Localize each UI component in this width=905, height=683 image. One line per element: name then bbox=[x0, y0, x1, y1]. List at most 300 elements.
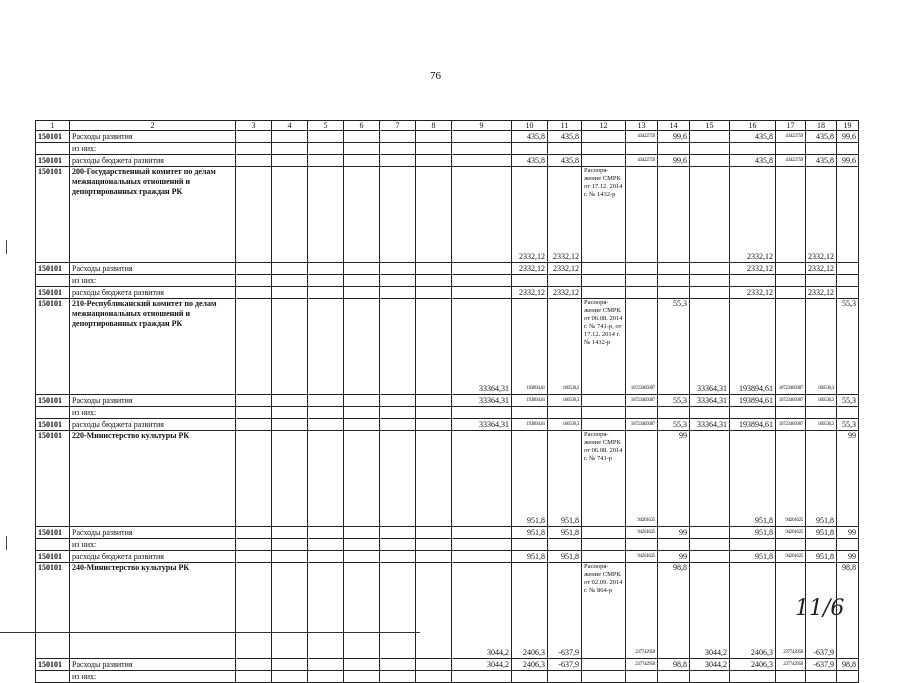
value-cell-c11: 951,8 bbox=[548, 551, 582, 563]
empty-cell bbox=[308, 527, 344, 539]
value-cell-c11: 951,8 bbox=[548, 431, 582, 527]
empty-cell bbox=[416, 167, 452, 263]
empty-cell bbox=[344, 407, 380, 419]
value-cell-c15: 3044,2 bbox=[690, 563, 730, 659]
empty-cell bbox=[512, 539, 548, 551]
value-cell-c9 bbox=[452, 131, 512, 143]
value-cell-c18: 2332,12 bbox=[806, 167, 837, 263]
value-cell-c9 bbox=[452, 167, 512, 263]
value-cell-c16: 193894,61 bbox=[730, 299, 776, 395]
table-row bbox=[36, 659, 859, 671]
value-cell-c18: 2332,12 bbox=[806, 287, 837, 299]
value-cell-c15 bbox=[690, 131, 730, 143]
empty-cell bbox=[308, 167, 344, 263]
value-cell-c11: 2332,12 bbox=[548, 263, 582, 275]
empty-cell bbox=[308, 395, 344, 407]
empty-cell bbox=[272, 419, 308, 431]
value-cell-c19: 55,3 bbox=[837, 395, 859, 407]
empty-cell bbox=[236, 395, 272, 407]
empty-cell bbox=[730, 671, 776, 683]
value-cell-c16: 951,8 bbox=[730, 527, 776, 539]
empty-cell bbox=[416, 551, 452, 563]
subheader-row bbox=[36, 539, 859, 551]
empty-cell bbox=[344, 671, 380, 683]
name-cell: из них: bbox=[70, 275, 236, 287]
empty-cell bbox=[658, 407, 690, 419]
header-cell: 14 bbox=[658, 121, 690, 131]
value-cell-c11: -637,9 bbox=[548, 659, 582, 671]
margin-mark bbox=[6, 536, 7, 550]
value-cell-c18: 435,8 bbox=[806, 155, 837, 167]
footer-rule bbox=[0, 632, 420, 633]
code-cell: 150101 bbox=[36, 131, 70, 143]
empty-cell bbox=[308, 671, 344, 683]
empty-cell bbox=[272, 659, 308, 671]
name-cell: 200-Государственный комитет по делам межнациональных отношений и депортированных граждан РК bbox=[70, 167, 236, 263]
empty-cell bbox=[582, 143, 626, 155]
budget-table bbox=[35, 120, 859, 683]
empty-cell bbox=[548, 275, 582, 287]
value-cell-c18: -637,9 bbox=[806, 563, 837, 659]
value-cell-c16: 2332,12 bbox=[730, 263, 776, 275]
header-cell: 6 bbox=[344, 121, 380, 131]
value-cell-c17 bbox=[776, 287, 806, 299]
empty-cell bbox=[512, 143, 548, 155]
empty-cell bbox=[272, 155, 308, 167]
value-cell-c13: 10723469387 bbox=[626, 395, 658, 407]
value-cell-c16: 435,8 bbox=[730, 155, 776, 167]
value-cell-c9 bbox=[452, 287, 512, 299]
empty-cell bbox=[626, 539, 658, 551]
empty-cell bbox=[380, 299, 416, 395]
empty-cell bbox=[416, 431, 452, 527]
empty-cell bbox=[416, 275, 452, 287]
empty-cell bbox=[380, 659, 416, 671]
empty-cell bbox=[236, 407, 272, 419]
empty-cell bbox=[236, 275, 272, 287]
empty-cell bbox=[806, 671, 837, 683]
empty-cell bbox=[582, 407, 626, 419]
empty-cell bbox=[344, 551, 380, 563]
empty-cell bbox=[380, 563, 416, 659]
empty-cell bbox=[690, 407, 730, 419]
empty-cell bbox=[272, 287, 308, 299]
empty-cell bbox=[776, 671, 806, 683]
subheader-row bbox=[36, 143, 859, 155]
header-cell: 5 bbox=[308, 121, 344, 131]
empty-cell bbox=[837, 143, 859, 155]
value-cell-c18: 160530,3 bbox=[806, 419, 837, 431]
value-cell-c14: 99,6 bbox=[658, 155, 690, 167]
value-cell-c12 bbox=[582, 551, 626, 563]
organization-row bbox=[36, 167, 859, 263]
value-cell-c10: 2332,12 bbox=[512, 263, 548, 275]
empty-cell bbox=[236, 671, 272, 683]
value-cell-c11: 435,8 bbox=[548, 155, 582, 167]
empty-cell bbox=[452, 539, 512, 551]
empty-cell bbox=[658, 275, 690, 287]
empty-cell bbox=[380, 407, 416, 419]
empty-cell bbox=[308, 131, 344, 143]
empty-cell bbox=[272, 143, 308, 155]
value-cell-c17: 43422759 bbox=[776, 131, 806, 143]
empty-cell bbox=[416, 671, 452, 683]
value-cell-c13: 237742950 bbox=[626, 563, 658, 659]
empty-cell bbox=[416, 407, 452, 419]
value-cell-c18: 951,8 bbox=[806, 431, 837, 527]
value-cell-c17: 10723469387 bbox=[776, 419, 806, 431]
value-cell-c15 bbox=[690, 287, 730, 299]
empty-cell bbox=[416, 131, 452, 143]
value-cell-c10: 2406,3 bbox=[512, 563, 548, 659]
header-cell: 2 bbox=[70, 121, 236, 131]
name-cell: Расходы развития bbox=[70, 395, 236, 407]
subheader-row bbox=[36, 671, 859, 683]
value-cell-c18: 435,8 bbox=[806, 131, 837, 143]
header-cell: 1 bbox=[36, 121, 70, 131]
value-cell-c9: 3044,2 bbox=[452, 563, 512, 659]
value-cell-c11: 160530,3 bbox=[548, 299, 582, 395]
value-cell-c10: 2406,3 bbox=[512, 659, 548, 671]
value-cell-c13: 94201625 bbox=[626, 551, 658, 563]
empty-cell bbox=[806, 143, 837, 155]
code-cell bbox=[36, 407, 70, 419]
value-cell-c14: 55,3 bbox=[658, 395, 690, 407]
value-cell-c19: 99,6 bbox=[837, 155, 859, 167]
name-cell: расходы бюджета развития bbox=[70, 551, 236, 563]
empty-cell bbox=[236, 539, 272, 551]
empty-cell bbox=[236, 431, 272, 527]
code-cell: 150101 bbox=[36, 167, 70, 263]
header-cell: 16 bbox=[730, 121, 776, 131]
empty-cell bbox=[837, 671, 859, 683]
value-cell-c14: 99 bbox=[658, 431, 690, 527]
empty-cell bbox=[416, 263, 452, 275]
basis-note-cell: Распоря-жение СМРК от 06.08. 2014 г. № 741-р, от 17.12. 2014 г. № 1432-р bbox=[582, 299, 626, 395]
value-cell-c19 bbox=[837, 287, 859, 299]
value-cell-c17: 10723469387 bbox=[776, 299, 806, 395]
empty-cell bbox=[548, 407, 582, 419]
value-cell-c10: 2332,12 bbox=[512, 287, 548, 299]
name-cell: 240-Министерство культуры РК bbox=[70, 563, 236, 659]
header-cell: 3 bbox=[236, 121, 272, 131]
empty-cell bbox=[236, 155, 272, 167]
empty-cell bbox=[344, 539, 380, 551]
value-cell-c17: 43422759 bbox=[776, 155, 806, 167]
value-cell-c14 bbox=[658, 287, 690, 299]
value-cell-c19 bbox=[837, 263, 859, 275]
table-row bbox=[36, 287, 859, 299]
value-cell-c15: 33364,31 bbox=[690, 299, 730, 395]
header-cell: 15 bbox=[690, 121, 730, 131]
value-cell-c13: 237742950 bbox=[626, 659, 658, 671]
empty-cell bbox=[452, 407, 512, 419]
value-cell-c16: 2332,12 bbox=[730, 167, 776, 263]
value-cell-c13: 10723469387 bbox=[626, 419, 658, 431]
table-row bbox=[36, 551, 859, 563]
name-cell: Расходы развития bbox=[70, 527, 236, 539]
empty-cell bbox=[308, 287, 344, 299]
empty-cell bbox=[380, 539, 416, 551]
empty-cell bbox=[730, 143, 776, 155]
empty-cell bbox=[548, 671, 582, 683]
value-cell-c16: 435,8 bbox=[730, 131, 776, 143]
empty-cell bbox=[416, 659, 452, 671]
value-cell-c9: 33364,31 bbox=[452, 395, 512, 407]
code-cell bbox=[36, 143, 70, 155]
empty-cell bbox=[416, 539, 452, 551]
empty-cell bbox=[416, 155, 452, 167]
header-cell: 8 bbox=[416, 121, 452, 131]
code-cell: 150101 bbox=[36, 395, 70, 407]
empty-cell bbox=[658, 143, 690, 155]
name-cell: Расходы развития bbox=[70, 659, 236, 671]
value-cell-c10: 435,8 bbox=[512, 155, 548, 167]
empty-cell bbox=[272, 563, 308, 659]
empty-cell bbox=[344, 299, 380, 395]
empty-cell bbox=[730, 407, 776, 419]
value-cell-c15 bbox=[690, 527, 730, 539]
empty-cell bbox=[776, 407, 806, 419]
value-cell-c17: 94201625 bbox=[776, 431, 806, 527]
empty-cell bbox=[380, 275, 416, 287]
value-cell-c12 bbox=[582, 527, 626, 539]
value-cell-c19 bbox=[837, 167, 859, 263]
value-cell-c9: 33364,31 bbox=[452, 299, 512, 395]
empty-cell bbox=[806, 407, 837, 419]
value-cell-c9 bbox=[452, 155, 512, 167]
value-cell-c9 bbox=[452, 431, 512, 527]
empty-cell bbox=[806, 539, 837, 551]
value-cell-c10: 951,8 bbox=[512, 551, 548, 563]
handwritten-page-stamp: 11/6 bbox=[795, 596, 845, 621]
value-cell-c19: 99,6 bbox=[837, 131, 859, 143]
value-cell-c9: 3044,2 bbox=[452, 659, 512, 671]
code-cell bbox=[36, 539, 70, 551]
empty-cell bbox=[236, 551, 272, 563]
value-cell-c15 bbox=[690, 263, 730, 275]
empty-cell bbox=[452, 275, 512, 287]
empty-cell bbox=[626, 671, 658, 683]
value-cell-c18: 951,8 bbox=[806, 527, 837, 539]
empty-cell bbox=[344, 131, 380, 143]
name-cell: Расходы развития bbox=[70, 131, 236, 143]
basis-note-cell: Распоря-жение СМРК от 17.12. 2014 г. № 1432-р bbox=[582, 167, 626, 263]
empty-cell bbox=[548, 143, 582, 155]
value-cell-c11: 2332,12 bbox=[548, 167, 582, 263]
header-cell: 17 bbox=[776, 121, 806, 131]
empty-cell bbox=[380, 155, 416, 167]
empty-cell bbox=[236, 287, 272, 299]
empty-cell bbox=[344, 275, 380, 287]
value-cell-c16: 193894,61 bbox=[730, 419, 776, 431]
name-cell: из них: bbox=[70, 539, 236, 551]
header-row bbox=[36, 121, 859, 131]
empty-cell bbox=[308, 299, 344, 395]
value-cell-c19: 55,3 bbox=[837, 419, 859, 431]
value-cell-c18: 2332,12 bbox=[806, 263, 837, 275]
value-cell-c11: 435,8 bbox=[548, 131, 582, 143]
value-cell-c13: 94201625 bbox=[626, 431, 658, 527]
empty-cell bbox=[236, 143, 272, 155]
value-cell-c16: 951,8 bbox=[730, 431, 776, 527]
empty-cell bbox=[806, 275, 837, 287]
empty-cell bbox=[512, 407, 548, 419]
value-cell-c9 bbox=[452, 551, 512, 563]
value-cell-c13 bbox=[626, 263, 658, 275]
value-cell-c19: 99 bbox=[837, 527, 859, 539]
code-cell bbox=[36, 275, 70, 287]
empty-cell bbox=[344, 419, 380, 431]
code-cell: 150101 bbox=[36, 431, 70, 527]
empty-cell bbox=[380, 395, 416, 407]
header-cell: 12 bbox=[582, 121, 626, 131]
name-cell: 210-Республиканский комитет по делам межнациональных отношений и депортированных граждан РК bbox=[70, 299, 236, 395]
value-cell-c12 bbox=[582, 395, 626, 407]
empty-cell bbox=[776, 275, 806, 287]
organization-row bbox=[36, 431, 859, 527]
value-cell-c18: 160530,3 bbox=[806, 395, 837, 407]
code-cell: 150101 bbox=[36, 563, 70, 659]
empty-cell bbox=[308, 407, 344, 419]
empty-cell bbox=[344, 563, 380, 659]
value-cell-c9: 33364,31 bbox=[452, 419, 512, 431]
code-cell: 150101 bbox=[36, 419, 70, 431]
name-cell: 220-Министерство культуры РК bbox=[70, 431, 236, 527]
empty-cell bbox=[272, 263, 308, 275]
empty-cell bbox=[272, 131, 308, 143]
value-cell-c10: 193894,61 bbox=[512, 299, 548, 395]
value-cell-c12 bbox=[582, 263, 626, 275]
value-cell-c14 bbox=[658, 167, 690, 263]
empty-cell bbox=[730, 539, 776, 551]
header-cell: 11 bbox=[548, 121, 582, 131]
empty-cell bbox=[344, 431, 380, 527]
empty-cell bbox=[308, 155, 344, 167]
empty-cell bbox=[344, 287, 380, 299]
value-cell-c19: 98,8 bbox=[837, 563, 859, 659]
empty-cell bbox=[626, 143, 658, 155]
empty-cell bbox=[344, 143, 380, 155]
value-cell-c11: 160530,3 bbox=[548, 395, 582, 407]
value-cell-c13: 94201625 bbox=[626, 527, 658, 539]
value-cell-c14: 98,8 bbox=[658, 659, 690, 671]
empty-cell bbox=[380, 143, 416, 155]
empty-cell bbox=[730, 275, 776, 287]
empty-cell bbox=[626, 275, 658, 287]
empty-cell bbox=[776, 539, 806, 551]
table-row bbox=[36, 131, 859, 143]
value-cell-c11: -637,9 bbox=[548, 563, 582, 659]
value-cell-c18: 951,8 bbox=[806, 551, 837, 563]
empty-cell bbox=[380, 527, 416, 539]
basis-note-cell: Распоря-жение СМРК от 02.09. 2014 г. № 864-р bbox=[582, 563, 626, 659]
value-cell-c14 bbox=[658, 263, 690, 275]
value-cell-c9 bbox=[452, 263, 512, 275]
empty-cell bbox=[380, 671, 416, 683]
empty-cell bbox=[416, 563, 452, 659]
value-cell-c11: 951,8 bbox=[548, 527, 582, 539]
empty-cell bbox=[690, 671, 730, 683]
empty-cell bbox=[236, 659, 272, 671]
code-cell: 150101 bbox=[36, 527, 70, 539]
value-cell-c14: 55,3 bbox=[658, 419, 690, 431]
empty-cell bbox=[272, 539, 308, 551]
name-cell: из них: bbox=[70, 671, 236, 683]
name-cell: расходы бюджета развития bbox=[70, 155, 236, 167]
value-cell-c19: 98,8 bbox=[837, 659, 859, 671]
empty-cell bbox=[272, 527, 308, 539]
empty-cell bbox=[308, 431, 344, 527]
value-cell-c17: 10723469387 bbox=[776, 395, 806, 407]
code-cell: 150101 bbox=[36, 659, 70, 671]
empty-cell bbox=[582, 275, 626, 287]
empty-cell bbox=[308, 419, 344, 431]
organization-row bbox=[36, 299, 859, 395]
empty-cell bbox=[272, 671, 308, 683]
empty-cell bbox=[690, 275, 730, 287]
empty-cell bbox=[344, 263, 380, 275]
value-cell-c12 bbox=[582, 155, 626, 167]
empty-cell bbox=[236, 419, 272, 431]
empty-cell bbox=[416, 299, 452, 395]
table-row bbox=[36, 419, 859, 431]
header-cell: 19 bbox=[837, 121, 859, 131]
empty-cell bbox=[308, 659, 344, 671]
header-cell: 4 bbox=[272, 121, 308, 131]
empty-cell bbox=[837, 539, 859, 551]
empty-cell bbox=[837, 407, 859, 419]
value-cell-c16: 951,8 bbox=[730, 551, 776, 563]
empty-cell bbox=[380, 431, 416, 527]
empty-cell bbox=[380, 419, 416, 431]
value-cell-c10: 951,8 bbox=[512, 431, 548, 527]
empty-cell bbox=[416, 527, 452, 539]
empty-cell bbox=[308, 275, 344, 287]
empty-cell bbox=[308, 563, 344, 659]
value-cell-c16: 2332,12 bbox=[730, 287, 776, 299]
value-cell-c16: 2406,3 bbox=[730, 659, 776, 671]
value-cell-c14: 99 bbox=[658, 527, 690, 539]
empty-cell bbox=[582, 671, 626, 683]
empty-cell bbox=[626, 407, 658, 419]
empty-cell bbox=[452, 143, 512, 155]
empty-cell bbox=[690, 143, 730, 155]
empty-cell bbox=[236, 131, 272, 143]
empty-cell bbox=[452, 671, 512, 683]
value-cell-c17: 237742950 bbox=[776, 563, 806, 659]
name-cell: расходы бюджета развития bbox=[70, 287, 236, 299]
empty-cell bbox=[380, 263, 416, 275]
value-cell-c18: -637,9 bbox=[806, 659, 837, 671]
value-cell-c13: 10723469387 bbox=[626, 299, 658, 395]
value-cell-c18: 160530,3 bbox=[806, 299, 837, 395]
empty-cell bbox=[308, 263, 344, 275]
value-cell-c11: 160530,3 bbox=[548, 419, 582, 431]
empty-cell bbox=[272, 299, 308, 395]
empty-cell bbox=[548, 539, 582, 551]
value-cell-c19: 55,3 bbox=[837, 299, 859, 395]
value-cell-c14: 98,8 bbox=[658, 563, 690, 659]
code-cell: 150101 bbox=[36, 551, 70, 563]
empty-cell bbox=[512, 275, 548, 287]
value-cell-c10: 193894,61 bbox=[512, 419, 548, 431]
empty-cell bbox=[344, 155, 380, 167]
empty-cell bbox=[308, 551, 344, 563]
value-cell-c15 bbox=[690, 167, 730, 263]
empty-cell bbox=[658, 671, 690, 683]
value-cell-c13: 43422759 bbox=[626, 131, 658, 143]
